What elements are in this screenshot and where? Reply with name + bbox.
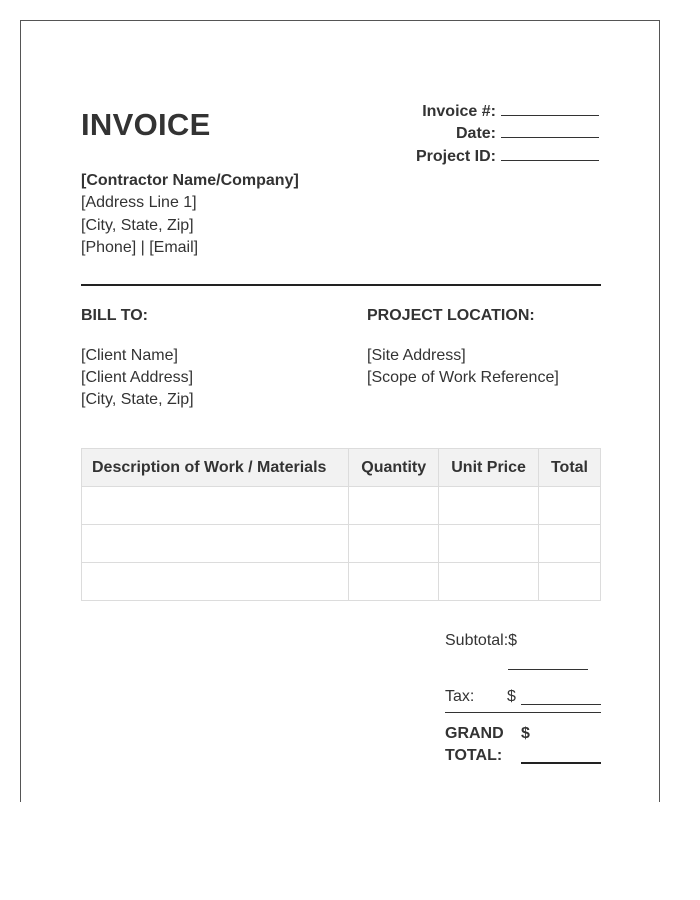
- project-id-label: Project ID:: [415, 147, 496, 165]
- invoice-meta-block: [339, 98, 599, 166]
- invoice-page: [20, 20, 660, 802]
- invoice-number-field[interactable]: [501, 115, 599, 116]
- column-header-unit-price: Unit Price: [439, 449, 539, 487]
- invoice-number-label: Invoice #:: [422, 102, 496, 120]
- site-address: [Site Address]: [367, 347, 466, 364]
- total-cell[interactable]: [538, 487, 600, 525]
- date-label: Date:: [455, 125, 496, 142]
- project-id-field[interactable]: [501, 160, 599, 161]
- date-row: [339, 121, 599, 144]
- client-name: [Client Name]: [81, 347, 178, 364]
- quantity-cell[interactable]: [349, 525, 439, 563]
- grand-total-currency: $: [521, 725, 530, 742]
- table-header-row: [82, 449, 601, 487]
- grand-total-field[interactable]: [521, 762, 601, 764]
- grand-total-label-line2: TOTAL:: [445, 747, 503, 764]
- project-location-block: [367, 345, 559, 389]
- total-cell[interactable]: [538, 525, 600, 563]
- description-cell[interactable]: [82, 525, 349, 563]
- unit-price-cell[interactable]: [439, 487, 539, 525]
- tax-field[interactable]: [521, 704, 601, 705]
- contractor-city-state-zip: [City, State, Zip]: [81, 216, 194, 234]
- table-row: [82, 487, 601, 525]
- contractor-name: [Contractor Name/Company]: [81, 172, 299, 189]
- quantity-cell[interactable]: [349, 487, 439, 525]
- table-row: [82, 563, 601, 601]
- project-id-row: [339, 143, 599, 166]
- tax-label: Tax:: [445, 688, 475, 705]
- totals-divider: [445, 712, 601, 713]
- items-table: [81, 448, 601, 601]
- tax-currency: $: [507, 688, 516, 705]
- contractor-address: [Address Line 1]: [81, 194, 197, 212]
- subtotal-label: Subtotal:$: [445, 632, 518, 649]
- description-cell[interactable]: [82, 563, 349, 601]
- date-field[interactable]: [501, 137, 599, 138]
- total-cell[interactable]: [538, 563, 600, 601]
- client-address: [Client Address]: [81, 369, 194, 387]
- column-header-total: Total: [538, 449, 600, 487]
- grand-total-label-line1: GRAND: [445, 725, 504, 742]
- contractor-contact: [Phone] | [Email]: [81, 239, 199, 257]
- column-header-description: Description of Work / Materials: [82, 449, 349, 487]
- project-location-heading: PROJECT LOCATION:: [367, 307, 535, 324]
- unit-price-cell[interactable]: [439, 563, 539, 601]
- scope-reference: [Scope of Work Reference]: [367, 369, 559, 387]
- quantity-cell[interactable]: [349, 563, 439, 601]
- bill-to-heading: BILL TO:: [81, 307, 148, 324]
- subtotal-field[interactable]: [508, 669, 588, 670]
- header-divider: [81, 284, 601, 286]
- table-row: [82, 525, 601, 563]
- bill-to-block: [81, 345, 194, 412]
- contractor-block: [81, 170, 299, 260]
- invoice-title: INVOICE: [81, 107, 211, 142]
- unit-price-cell[interactable]: [439, 525, 539, 563]
- description-cell[interactable]: [82, 487, 349, 525]
- column-header-quantity: Quantity: [349, 449, 439, 487]
- client-city-state-zip: [City, State, Zip]: [81, 391, 194, 409]
- invoice-number-row: [339, 98, 599, 121]
